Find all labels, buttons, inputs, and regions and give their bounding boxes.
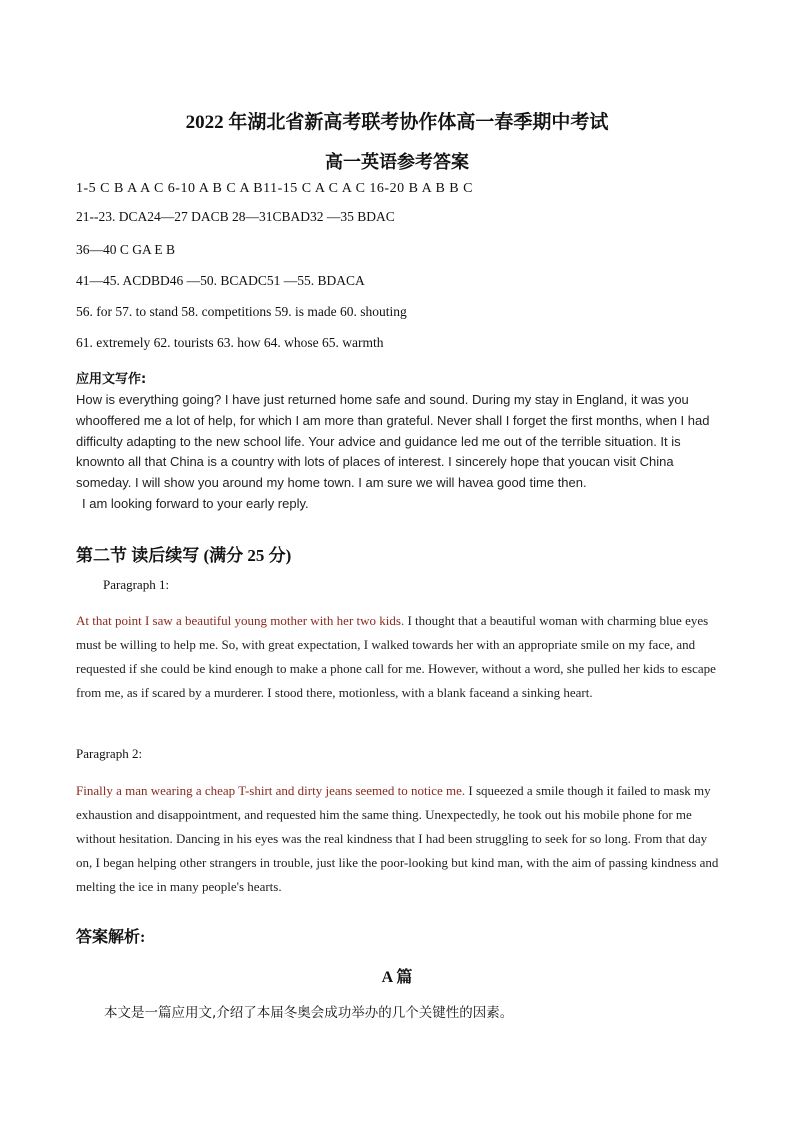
analysis-intro: 本文是一篇应用文,介绍了本届冬奥会成功举办的几个关键性的因素。 (104, 1005, 514, 1021)
page-subtitle: 高一英语参考答案 (325, 152, 469, 172)
paragraph1 (76, 609, 721, 705)
paragraph2-lead: Finally a man wearing a cheap T-shirt and dirty jeans seemed to notice me. (76, 783, 466, 798)
paragraph2 (76, 779, 721, 899)
writing-closing: I am looking forward to your early reply. (82, 495, 309, 511)
section2-heading: 第二节 读后续写 (满分 25 分) (76, 546, 292, 565)
writing-heading: 应用文写作: (76, 372, 147, 387)
answer-line-5: 56. for 57. to stand 58. competitions 59. is made 60. shouting (76, 304, 407, 319)
answer-line-1: 1-5 C B A A C 6-10 A B C A B11-15 C A C A C 16-20 B A B B C (76, 181, 473, 196)
paragraph2-label: Paragraph 2: (76, 746, 143, 761)
paragraph1-label: Paragraph 1: (103, 577, 170, 592)
paragraph1-lead: At that point I saw a beautiful young mother with her two kids. (76, 613, 405, 628)
answer-line-2: 21--23. DCA24—27 DACB 28—31CBAD32 —35 BDAC (76, 209, 395, 224)
section-a-heading: A 篇 (381, 969, 413, 986)
writing-body: How is everything going? I have just returned home safe and sound. During my stay in England, it was you whooffered me a lot of help, for which I am more than grateful. Never shall I forget the first months, when I had difficulty adapting to the new school life. Your advice and guidance led me out of the terrible situation. It is knownto all that China is a country with lots of places of interest. I sincerely hope that youcan visit China someday. I will show you around my home town. I am sure we will havea good time then. (76, 392, 710, 491)
answer-line-6: 61. extremely 62. tourists 63. how 64. whose 65. warmth (76, 335, 384, 350)
analysis-heading: 答案解析: (76, 929, 146, 946)
page-title: 2022 年湖北省新高考联考协作体高一春季期中考试 (185, 112, 609, 133)
answer-line-3: 36—40 C GA E B (76, 242, 176, 257)
answer-line-4: 41—45. ACDBD46 —50. BCADC51 —55. BDACA (76, 273, 365, 288)
paragraph1-body: I thought that a beautiful woman with charming blue eyes must be willing to help me. So, with great expectation, I walked towards her with an appropriate smile on my face, and requested if she could be kind enough to make a phone call for me. However, without a word, she pulled her kids to escape from me, as if scared by a murderer. I stood there, motionless, with a blank faceand a sinking heart. (76, 613, 716, 700)
writing-essay (76, 390, 721, 515)
paragraph2-body: I squeezed a smile though it failed to mask my exhaustion and disappointment, and requested him the same thing. Unexpectedly, he took out his mobile phone for me without hesitation. Dancing in his eyes was the real kindness that I had been struggling to seek for so long. From that day on, I began helping other strangers in trouble, just like the poor-looking but kind man, with the aim of passing kindness and melting the ice in many people's hearts. (76, 783, 719, 894)
